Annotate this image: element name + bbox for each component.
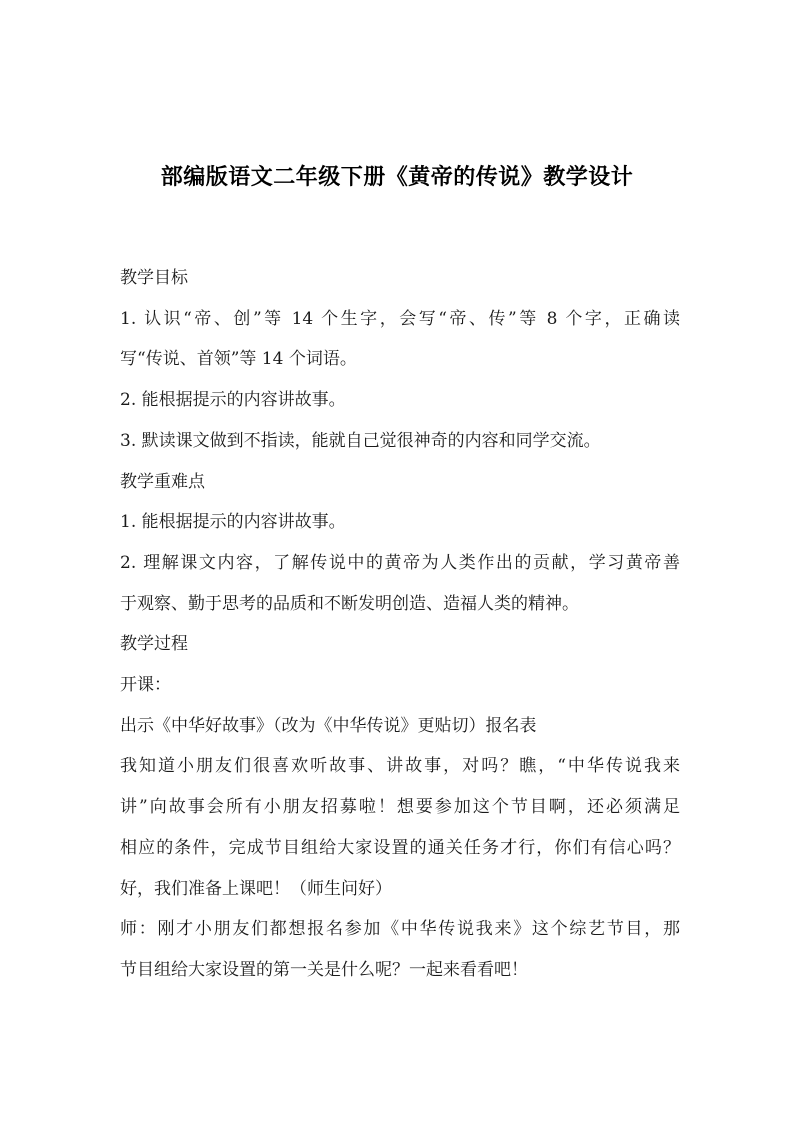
paragraph-line: 于观察、勤于思考的品质和不断发明创造、造福人类的精神。 bbox=[120, 593, 579, 614]
paragraph-line: 写“传说、首领”等 14 个词语。 bbox=[120, 349, 357, 370]
document-body bbox=[120, 258, 680, 991]
paragraph-line: 出示《中华好故事》（改为《中华传说》更贴切）报名表 bbox=[120, 715, 537, 736]
paragraph-line: 我知道小朋友们很喜欢听故事、讲故事，对吗？瞧，“中华传说我来 bbox=[120, 756, 680, 777]
paragraph-line: 1. 认识“帝、创”等 14 个生字，会写“帝、传”等 8 个字，正确读 bbox=[120, 308, 680, 329]
paragraph-line: 2. 能根据提示的内容讲故事。 bbox=[120, 390, 346, 411]
paragraph-line: 讲”向故事会所有小朋友招募啦！想要参加这个节目啊，还必须满足 bbox=[120, 797, 680, 818]
heading-key-points: 教学重难点 bbox=[120, 471, 205, 492]
heading-teaching-goals: 教学目标 bbox=[120, 268, 188, 288]
paragraph-line: 师：刚才小朋友们都想报名参加《中华传说我来》这个综艺节目，那 bbox=[120, 919, 680, 940]
paragraph-line: 1. 能根据提示的内容讲故事。 bbox=[120, 512, 346, 533]
paragraph-line: 开课： bbox=[120, 675, 171, 696]
paragraph-line: 好，我们准备上课吧！（师生问好） bbox=[120, 878, 392, 899]
document-title: 部编版语文二年级下册《黄帝的传说》教学设计 bbox=[160, 165, 634, 190]
paragraph-line: 节目组给大家设置的第一关是什么呢？一起来看看吧！ bbox=[120, 959, 528, 980]
heading-teaching-process: 教学过程 bbox=[120, 634, 188, 655]
paragraph-line: 3. 默读课文做到不指读，能就自己觉很神奇的内容和同学交流。 bbox=[120, 430, 601, 451]
paragraph-line: 2. 理解课文内容，了解传说中的黄帝为人类作出的贡献，学习黄帝善 bbox=[120, 552, 680, 573]
paragraph-line: 相应的条件，完成节目组给大家设置的通关任务才行，你们有信心吗？ bbox=[120, 837, 680, 858]
